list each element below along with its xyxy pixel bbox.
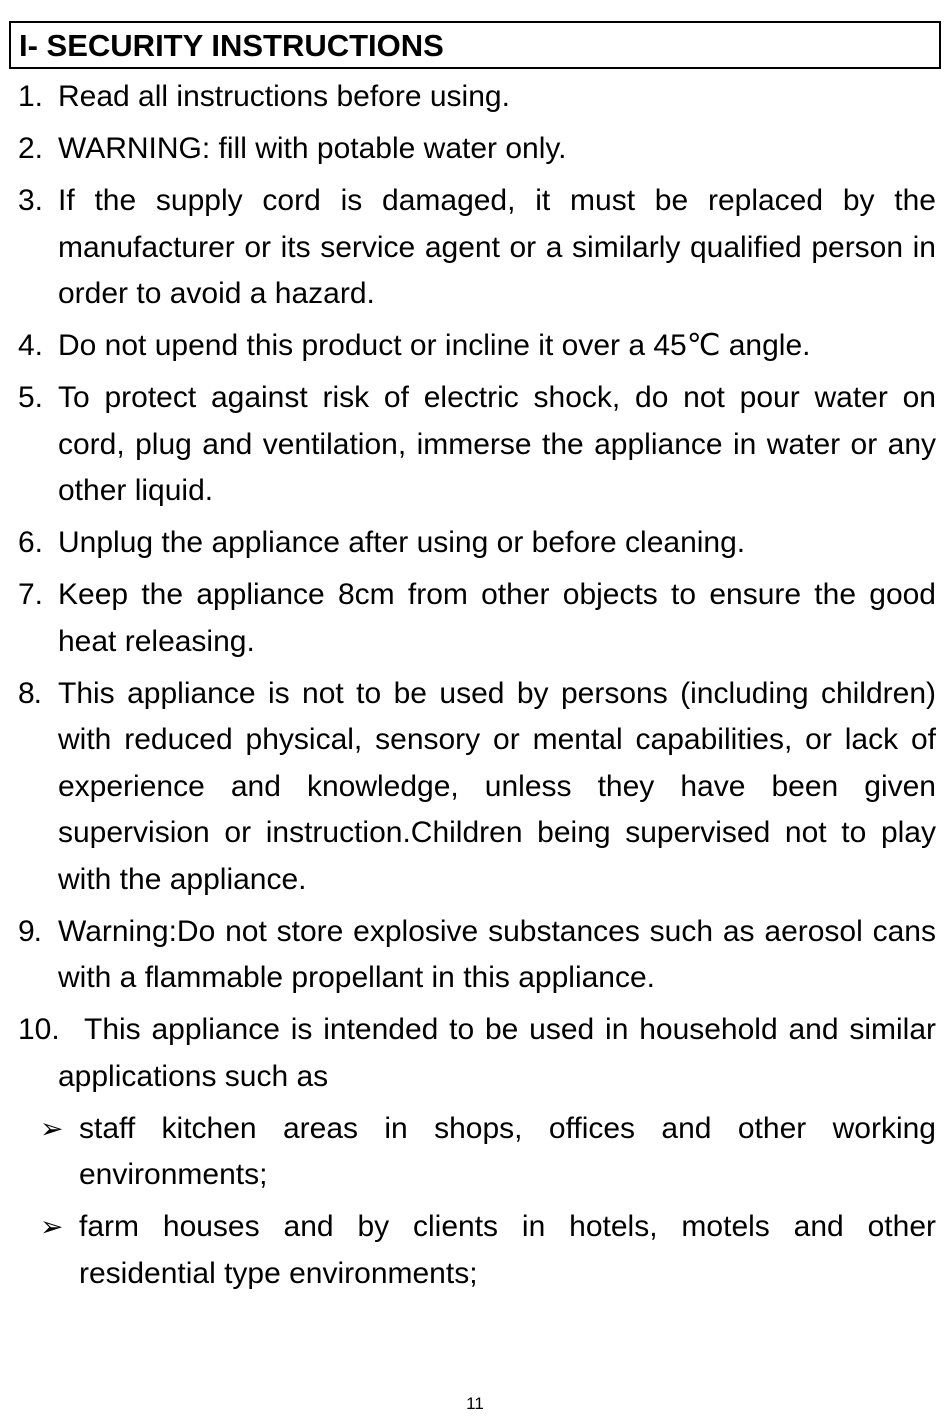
instruction-item-8 [18, 671, 936, 904]
item-number: 7. [18, 578, 44, 611]
item-number: 1. [18, 80, 44, 113]
sub-item-2 [18, 1204, 936, 1297]
instruction-item-3 [18, 178, 936, 318]
instruction-item-2 [18, 126, 936, 173]
item-text: To protect against risk of electric shock, do not pour water on cord, plug and ventilation, immerse the appliance in water or any other liquid. [58, 381, 936, 507]
arrow-bullet-icon: ➢ [40, 1112, 64, 1144]
instruction-list [18, 74, 936, 1303]
item-text: Warning:Do not store explosive substances such as aerosol cans with a flammable propellant in this appliance. [58, 914, 936, 994]
item-number: 10. [18, 1013, 60, 1046]
page-number: 11 [466, 1394, 484, 1413]
item-number: 2. [18, 132, 44, 165]
item-text: WARNING: fill with potable water only. [58, 132, 567, 165]
item-text: Read all instructions before using. [58, 80, 510, 113]
item-number: 4. [18, 329, 44, 362]
item-number: 6. [18, 526, 44, 559]
section-header-box [9, 21, 941, 69]
sub-item-text: farm houses and by clients in hotels, motels and other residential type environments; [79, 1210, 936, 1290]
sub-item-1 [18, 1106, 936, 1199]
item-number: 9. [18, 914, 42, 948]
item-text: Do not upend this product or incline it over a 45℃ angle. [58, 329, 811, 362]
arrow-bullet-icon: ➢ [40, 1211, 64, 1242]
instruction-item-1 [18, 74, 936, 121]
instruction-item-5 [18, 375, 936, 515]
instruction-item-4 [18, 323, 936, 370]
instruction-item-7 [18, 572, 936, 665]
item-text: This appliance is intended to be used in household and similar applications such as [58, 1013, 936, 1093]
section-title: I- SECURITY INSTRUCTIONS [19, 28, 444, 63]
instruction-item-9 [18, 909, 936, 1002]
instruction-item-10 [18, 1007, 936, 1100]
instruction-item-6 [18, 520, 936, 567]
item-number: 3. [18, 184, 44, 217]
item-text: Unplug the appliance after using or before cleaning. [58, 526, 746, 559]
item-text: If the supply cord is damaged, it must be replaced by the manufacturer or its service agent or a similarly qualified person in order to avoid a hazard. [58, 184, 936, 310]
item-text: Keep the appliance 8cm from other objects to ensure the good heat releasing. [58, 578, 936, 658]
item-text: This appliance is not to be used by persons (including children) with reduced physical, sensory or mental capabilities, or lack of experience and knowledge, unless they have been given supervision or instruction.Children being supervised not to play with the appliance. [58, 676, 936, 896]
item-number: 8. [18, 676, 42, 710]
sub-item-text: staff kitchen areas in shops, offices and other working environments; [79, 1111, 936, 1191]
item-number: 5. [18, 381, 44, 414]
